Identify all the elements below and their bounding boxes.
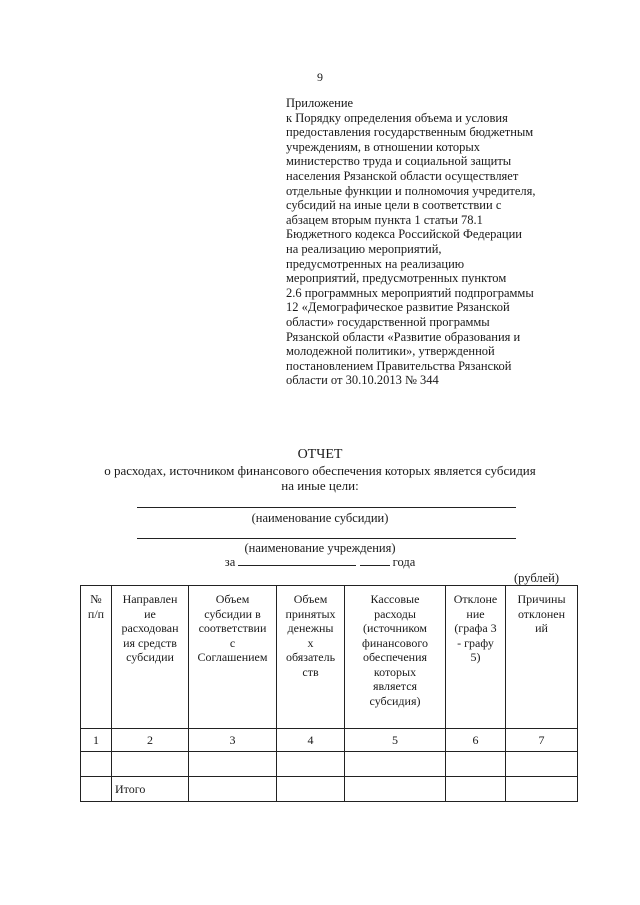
empty-cell bbox=[277, 752, 345, 777]
appendix-line: к Порядку определения объема и условия bbox=[286, 110, 508, 125]
column-number: 7 bbox=[506, 729, 578, 752]
appendix-line: постановлением Правительства Рязанской bbox=[286, 358, 512, 373]
appendix-line: 2.6 программных мероприятий подпрограммы bbox=[286, 285, 534, 300]
appendix-line: предусмотренных на реализацию bbox=[286, 256, 465, 271]
appendix-block bbox=[286, 96, 616, 388]
empty-cell bbox=[446, 752, 506, 777]
appendix-line: молодежной политики», утвержденной bbox=[286, 344, 495, 359]
appendix-line: Приложение bbox=[286, 96, 354, 110]
empty-cell bbox=[81, 752, 112, 777]
subsidy-name-line bbox=[137, 507, 516, 508]
period-year-blank bbox=[360, 555, 390, 566]
column-number: 4 bbox=[277, 729, 345, 752]
appendix-line: абзацем вторым пункта 1 статьи 78.1 bbox=[286, 212, 483, 227]
appendix-line: субсидий на иные цели в соответствии с bbox=[286, 198, 502, 213]
period-prefix: за bbox=[224, 555, 236, 569]
institution-name-line bbox=[137, 538, 516, 539]
appendix-line: министерство труда и социальной защиты bbox=[286, 154, 512, 169]
empty-cell bbox=[506, 777, 578, 802]
empty-cell bbox=[189, 752, 277, 777]
appendix-line: мероприятий, предусмотренных пунктом bbox=[286, 271, 507, 286]
appendix-line: населения Рязанской области осуществляет bbox=[286, 168, 519, 183]
report-table bbox=[80, 585, 578, 802]
column-number: 1 bbox=[81, 729, 112, 752]
appendix-line: 12 «Демографическое развитие Рязанской bbox=[286, 300, 510, 315]
empty-cell bbox=[446, 777, 506, 802]
table-row-empty bbox=[81, 752, 578, 777]
empty-cell bbox=[506, 752, 578, 777]
header-cell-direction: Направлен ие расходован ия средств субсидии bbox=[112, 586, 189, 729]
table-header-row bbox=[81, 586, 578, 729]
empty-cell bbox=[112, 752, 189, 777]
empty-cell bbox=[345, 777, 446, 802]
institution-name-caption: (наименование учреждения) bbox=[244, 541, 396, 555]
empty-cell bbox=[345, 752, 446, 777]
page-number: 9 bbox=[317, 70, 323, 84]
header-cell-subsidy-volume: Объем субсидии в соответствии с Соглашением bbox=[189, 586, 277, 729]
report-subtitle-line-2: на иные цели: bbox=[281, 478, 359, 493]
header-cell-number: № п/п bbox=[81, 586, 112, 729]
subsidy-name-caption: (наименование субсидии) bbox=[251, 511, 389, 525]
empty-cell bbox=[277, 777, 345, 802]
column-number-row bbox=[81, 729, 578, 752]
header-cell-cash-expenses: Кассовые расходы (источником финансового обеспечения которых является субсидия) bbox=[345, 586, 446, 729]
currency-units: (рублей) bbox=[514, 571, 560, 585]
report-subtitle bbox=[0, 463, 640, 493]
appendix-line: на реализацию мероприятий, bbox=[286, 241, 442, 256]
report-subtitle-line-1: о расходах, источником финансового обеспечения которых является субсидия bbox=[104, 463, 536, 478]
empty-cell bbox=[189, 777, 277, 802]
appendix-line: отдельные функции и полномочия учредителя, bbox=[286, 183, 536, 198]
header-cell-obligations: Объем принятых денежны х обязатель ств bbox=[277, 586, 345, 729]
column-number: 3 bbox=[189, 729, 277, 752]
appendix-line: учреждениям, в отношении которых bbox=[286, 139, 481, 154]
report-title: ОТЧЕТ bbox=[297, 447, 343, 462]
period-suffix: года bbox=[392, 555, 416, 569]
appendix-line: предоставления государственным бюджетным bbox=[286, 125, 534, 140]
appendix-line: Бюджетного кодекса Российской Федерации bbox=[286, 227, 522, 242]
column-number: 2 bbox=[112, 729, 189, 752]
appendix-line: области от 30.10.2013 № 344 bbox=[286, 373, 439, 388]
period-date-blank bbox=[238, 555, 356, 566]
appendix-line: области» государственной программы bbox=[286, 314, 490, 329]
header-cell-deviation: Отклоне ние (графа 3 - графу 5) bbox=[446, 586, 506, 729]
column-number: 6 bbox=[446, 729, 506, 752]
appendix-line: Рязанской области «Развитие образования и bbox=[286, 329, 521, 344]
total-label: Итого bbox=[112, 777, 189, 802]
table-row-total bbox=[81, 777, 578, 802]
empty-cell bbox=[81, 777, 112, 802]
column-number: 5 bbox=[345, 729, 446, 752]
header-cell-deviation-reasons: Причины отклонен ий bbox=[506, 586, 578, 729]
report-period bbox=[0, 555, 640, 570]
